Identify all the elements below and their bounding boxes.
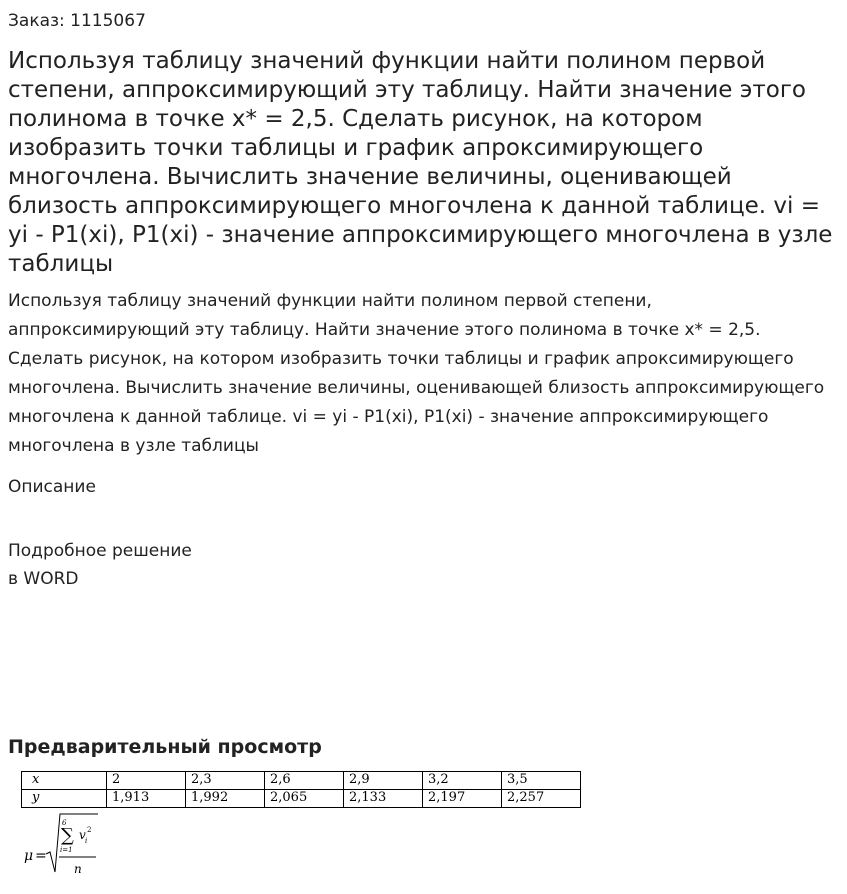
sum-symbol: ∑ bbox=[61, 825, 74, 846]
table-cell: 2,257 bbox=[502, 790, 581, 808]
table-cell: 2,6 bbox=[265, 772, 344, 790]
table-cell: 1,992 bbox=[186, 790, 265, 808]
page-title: Используя таблицу значений функции найти полином первой степени, аппроксимирующий эту таблицу. Найти значение этого полинома в точке x* = 2,5. Сделать рисунок, на котором изобразить точки таблицы и график апроксимирующего многочлена. Вычислить значение величины, оценивающей близость аппроксимирующего многочлена к данной таблице. vi = yi - P1(xi), P1(xi) - значение аппроксимирующего многочлена в узле таблицы bbox=[8, 48, 833, 277]
description-label: Описание bbox=[8, 477, 96, 497]
formula-term-sup: 2 bbox=[87, 826, 92, 834]
formula-denominator: n bbox=[74, 862, 82, 876]
sum-lower-limit: i=1 bbox=[60, 846, 73, 854]
values-table bbox=[21, 771, 581, 808]
table-cell: 3,5 bbox=[502, 772, 581, 790]
formula-term-sub: i bbox=[85, 837, 88, 845]
solution-note bbox=[8, 537, 192, 593]
table-cell: 2,133 bbox=[344, 790, 423, 808]
task-description: Используя таблицу значений функции найти полином первой степени, аппроксимирующий эту таблицу. Найти значение этого полинома в точке x* = 2,5. Сделать рисунок, на котором изобразить точки таблицы и график апроксимирующего многочлена. Вычислить значение величины, оценивающей близость аппроксимирующего многочлена к данной таблице. vi = yi - P1(xi), P1(xi) - значение аппроксимирующего многочлена в узле таблицы bbox=[8, 291, 825, 456]
formula-term: v bbox=[79, 828, 86, 842]
sum-upper-limit: 6 bbox=[62, 819, 67, 827]
formula-mu: μ bbox=[24, 848, 34, 864]
formula-equals: = bbox=[35, 848, 47, 864]
solution-line-2: в WORD bbox=[8, 569, 79, 589]
table-cell: 1,913 bbox=[107, 790, 186, 808]
table-cell: 2,065 bbox=[265, 790, 344, 808]
table-cell: 2 bbox=[107, 772, 186, 790]
order-number: Заказ: 1115067 bbox=[8, 11, 146, 31]
solution-line-1: Подробное решение bbox=[8, 541, 192, 561]
row-header-y: y bbox=[22, 790, 107, 808]
row-header-x: x bbox=[22, 772, 107, 790]
table-cell: 2,3 bbox=[186, 772, 265, 790]
table-row bbox=[22, 790, 581, 808]
formula-graphic bbox=[24, 812, 114, 882]
table-cell: 3,2 bbox=[423, 772, 502, 790]
preview-title: Предварительный просмотр bbox=[8, 736, 322, 758]
table-row bbox=[22, 772, 581, 790]
table-cell: 2,9 bbox=[344, 772, 423, 790]
table-cell: 2,197 bbox=[423, 790, 502, 808]
mu-formula bbox=[24, 812, 114, 882]
